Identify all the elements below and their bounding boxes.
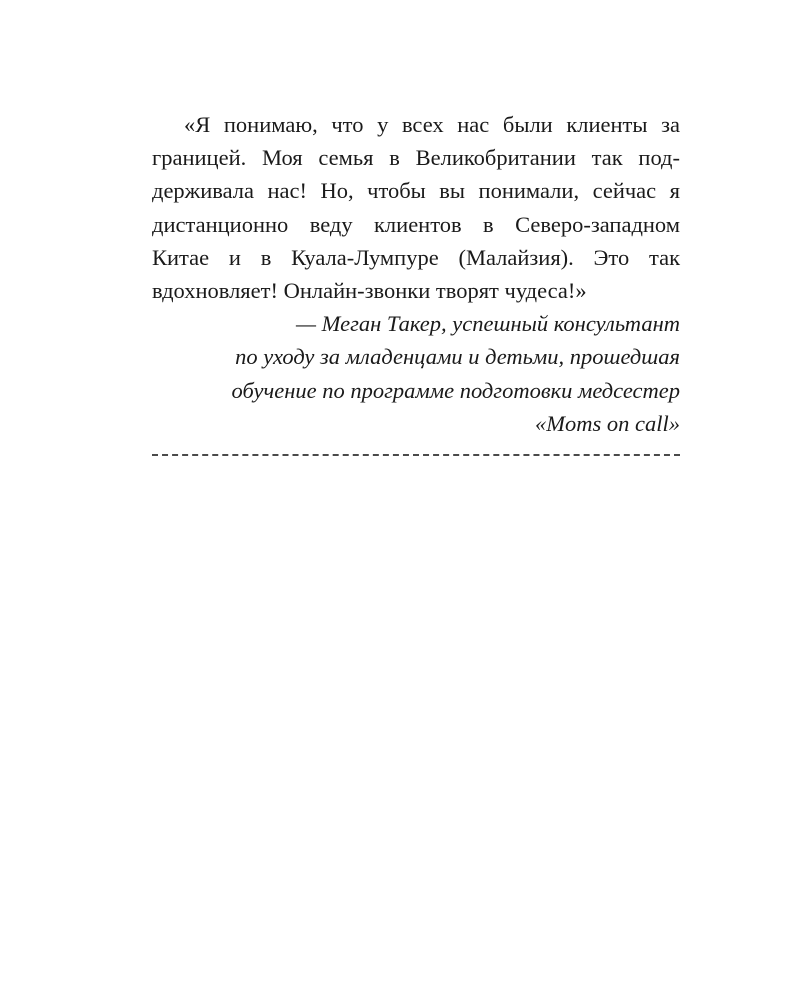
quote-line: «Я понимаю, что у всех нас были клиенты за	[184, 112, 680, 137]
quote-line: Китае и в Куала-Лумпуре (Малайзия). Это так	[152, 244, 680, 270]
quote-line: держивала нас! Но, чтобы вы понимали, сейчас я	[152, 178, 680, 204]
quote-line: вдохновляет! Онлайн-звонки творят чудеса!»	[152, 277, 587, 303]
testimonial-quote	[152, 108, 680, 307]
attribution-line: обучение по программе подготовки медсестер	[231, 377, 680, 403]
attribution-line: «Moms on call»	[535, 410, 680, 436]
testimonial-block	[152, 108, 680, 440]
attribution-line: — Меган Такер, успешный консультант	[296, 311, 680, 337]
attribution-line: по уходу за младенцами и детьми, прошедшая	[235, 344, 680, 370]
quote-line: дистанционно веду клиентов в Северо-западном	[152, 211, 680, 237]
dashed-separator	[152, 454, 680, 456]
quote-line: границей. Моя семья в Великобритании так под-	[152, 145, 680, 171]
testimonial-attribution	[152, 307, 680, 440]
